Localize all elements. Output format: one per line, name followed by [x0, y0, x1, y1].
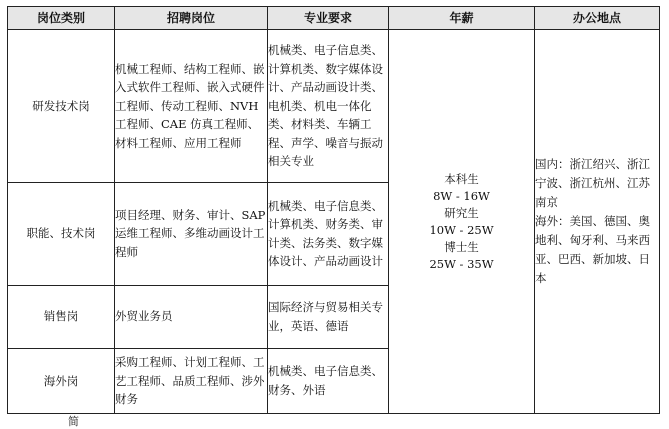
- row-category: 研发技术岗: [8, 30, 115, 183]
- header-majors: 专业要求: [268, 7, 389, 30]
- salary-phd-label: 博士生: [444, 239, 479, 254]
- header-positions: 招聘岗位: [115, 7, 268, 30]
- salary-cell: [389, 30, 535, 414]
- row-category: 职能、技术岗: [8, 182, 115, 285]
- footer-text-fragment: 简: [68, 415, 79, 428]
- location-domestic: 国内：浙江绍兴、浙江宁波、浙江杭州、江苏南京: [535, 157, 650, 209]
- salary-bachelor-range: 8W - 16W: [433, 188, 490, 203]
- salary-master-label: 研究生: [444, 205, 479, 220]
- row-majors: 机械类、电子信息类、计算机类、数字媒体设计、产品动画设计类、电机类、机电一体化类、材料类、车辆工程、声学、噪音与振动相关专业: [268, 30, 389, 183]
- salary-bachelor-label: 本科生: [444, 171, 479, 186]
- row-category: 销售岗: [8, 285, 115, 348]
- header-category: 岗位类别: [8, 7, 115, 30]
- row-positions: 采购工程师、计划工程师、工艺工程师、品质工程师、涉外财务: [115, 348, 268, 413]
- table-header-row: [8, 7, 660, 30]
- header-salary: 年薪: [389, 7, 535, 30]
- salary-phd-range: 25W - 35W: [429, 256, 494, 271]
- row-majors: 机械类、电子信息类、计算机类、财务类、审计类、法务类、数字媒体设计、产品动画设计: [268, 182, 389, 285]
- header-location: 办公地点: [535, 7, 660, 30]
- row-positions: 外贸业务员: [115, 285, 268, 348]
- row-majors: 机械类、电子信息类、财务、外语: [268, 348, 389, 413]
- location-cell: [535, 30, 660, 414]
- row-positions: 机械工程师、结构工程师、嵌入式软件工程师、嵌入式硬件工程师、传动工程师、NVH工程师、CAE 仿真工程师、材料工程师、应用工程师: [115, 30, 268, 183]
- row-category: 海外岗: [8, 348, 115, 413]
- table-row: [8, 30, 660, 183]
- row-majors: 国际经济与贸易相关专业，英语、德语: [268, 285, 389, 348]
- location-overseas: 海外：美国、德国、奥地利、匈牙利、马来西亚、巴西、新加坡、日本: [535, 214, 650, 285]
- row-positions: 项目经理、财务、审计、SAP 运维工程师、多维动画设计工程师: [115, 182, 268, 285]
- salary-master-range: 10W - 25W: [429, 222, 494, 237]
- recruitment-table: [7, 6, 660, 414]
